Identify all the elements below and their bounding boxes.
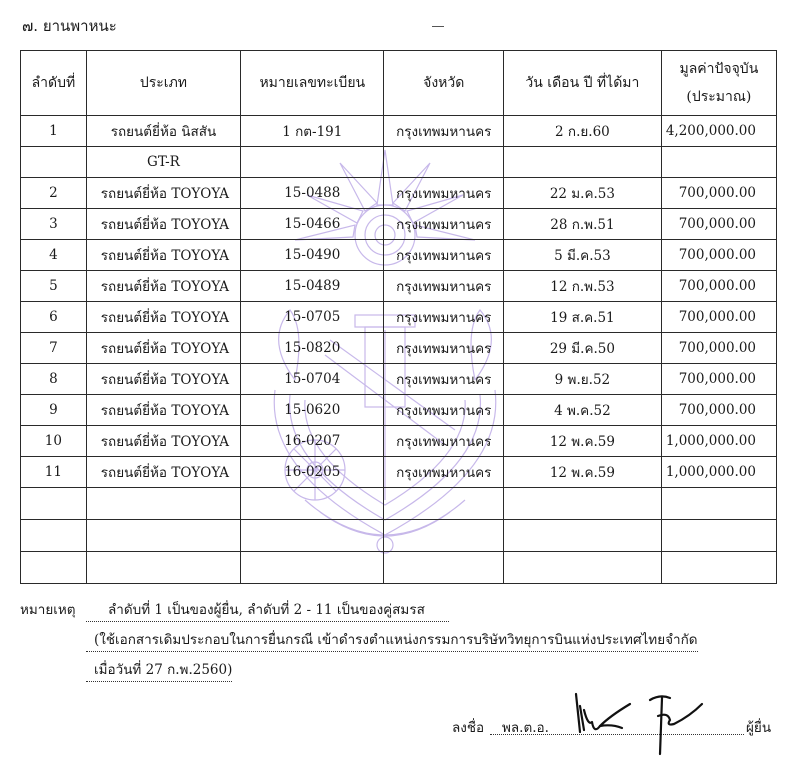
cell-type: รถยนต์ยี่ห้อ TOYOYA [86,240,240,271]
cell-date: 12 ก.พ.53 [504,271,662,302]
signer-rank: พล.ต.อ. [502,720,549,736]
cell-plate [241,147,384,178]
cell-province [384,147,504,178]
cell-plate: 15-0490 [241,240,384,271]
table-row [21,209,777,240]
cell-date: 19 ส.ค.51 [504,302,662,333]
cell-value: 700,000.00 [661,333,776,364]
cell-value: 700,000.00 [661,209,776,240]
cell-value: 700,000.00 [661,240,776,271]
remarks-line-1: ลำดับที่ 1 เป็นของผู้ยื่น, ลำดับที่ 2 - 11 เป็นของคู่สมรส [86,598,449,622]
cell-value [661,147,776,178]
cell-date: 22 ม.ค.53 [504,178,662,209]
table-row [21,426,777,457]
remarks-line-3: เมื่อวันที่ 27 ก.พ.2560) [86,658,232,682]
cell-type: รถยนต์ยี่ห้อ นิสสัน [86,116,240,147]
cell-date: 2 ก.ย.60 [504,116,662,147]
cell-date: 5 มี.ค.53 [504,240,662,271]
cell-seq [21,147,87,178]
cell-seq: 6 [21,302,87,333]
table-row [21,364,777,395]
cell-plate: 15-0489 [241,271,384,302]
cell-seq: 11 [21,457,87,488]
cell-province: กรุงเทพมหานคร [384,395,504,426]
cell-seq: 8 [21,364,87,395]
cell-plate: 15-0466 [241,209,384,240]
table-row [21,116,777,147]
cell-type: รถยนต์ยี่ห้อ TOYOYA [86,209,240,240]
cell-seq: 9 [21,395,87,426]
header-seq: ลำดับที่ [21,51,87,116]
handwritten-signature-icon [570,686,730,756]
table-row [21,240,777,271]
cell-type: รถยนต์ยี่ห้อ TOYOYA [86,271,240,302]
signature-block [452,710,782,760]
remarks-label: หมายเหตุ [20,602,76,618]
cell-type: รถยนต์ยี่ห้อ TOYOYA [86,457,240,488]
table-row [21,395,777,426]
cell-date: 4 พ.ค.52 [504,395,662,426]
header-province: จังหวัด [384,51,504,116]
cell-seq: 10 [21,426,87,457]
cell-type: รถยนต์ยี่ห้อ TOYOYA [86,178,240,209]
cell-province: กรุงเทพมหานคร [384,364,504,395]
cell-type: รถยนต์ยี่ห้อ TOYOYA [86,364,240,395]
header-plate: หมายเลขทะเบียน [241,51,384,116]
cell-type: รถยนต์ยี่ห้อ TOYOYA [86,333,240,364]
header-type: ประเภท [86,51,240,116]
cell-province: กรุงเทพมหานคร [384,271,504,302]
cell-province: กรุงเทพมหานคร [384,116,504,147]
empty-table-row [21,552,777,584]
cell-value: 700,000.00 [661,395,776,426]
table-row [21,271,777,302]
signer-role: ผู้ยื่น [746,720,772,736]
cell-date: 12 พ.ค.59 [504,426,662,457]
cell-plate: 15-0705 [241,302,384,333]
cell-value: 700,000.00 [661,178,776,209]
cell-province: กรุงเทพมหานคร [384,457,504,488]
cell-date: 12 พ.ค.59 [504,457,662,488]
cell-value: 1,000,000.00 [661,426,776,457]
header-date: วัน เดือน ปี ที่ได้มา [504,51,662,116]
cell-value: 700,000.00 [661,302,776,333]
cell-seq: 7 [21,333,87,364]
cell-plate: 16-0205 [241,457,384,488]
cell-type: รถยนต์ยี่ห้อ TOYOYA [86,395,240,426]
empty-table-row [21,520,777,552]
stray-dash-mark [432,26,444,27]
cell-seq: 1 [21,116,87,147]
cell-date [504,147,662,178]
cell-type: รถยนต์ยี่ห้อ TOYOYA [86,426,240,457]
header-value-line1: มูลค่าปัจจุบัน [679,61,759,77]
cell-seq: 5 [21,271,87,302]
table-row [21,333,777,364]
table-header-row [21,51,777,116]
header-value [661,51,776,116]
cell-plate: 1 กต-191 [241,116,384,147]
cell-province: กรุงเทพมหานคร [384,240,504,271]
remarks-line-2: (ใช้เอกสารเดิมประกอบในการยื่นกรณี เข้าดำรงตำแหน่งกรรมการบริษัทวิทยุการบินแห่งประเทศไทยจำกัด [86,628,698,652]
cell-value: 4,200,000.00 [661,116,776,147]
cell-seq: 3 [21,209,87,240]
cell-date: 9 พ.ย.52 [504,364,662,395]
vehicle-assets-table [20,50,777,584]
header-value-line2: (ประมาณ) [686,89,752,105]
cell-plate: 15-0820 [241,333,384,364]
cell-province: กรุงเทพมหานคร [384,426,504,457]
cell-value: 1,000,000.00 [661,457,776,488]
cell-province: กรุงเทพมหานคร [384,178,504,209]
cell-value: 700,000.00 [661,364,776,395]
table-row [21,147,777,178]
cell-seq: 2 [21,178,87,209]
cell-value: 700,000.00 [661,271,776,302]
cell-type: รถยนต์ยี่ห้อ TOYOYA [86,302,240,333]
cell-plate: 15-0620 [241,395,384,426]
table-row [21,457,777,488]
cell-plate: 15-0704 [241,364,384,395]
table-row [21,302,777,333]
table-row [21,178,777,209]
cell-plate: 16-0207 [241,426,384,457]
cell-date: 29 มี.ค.50 [504,333,662,364]
cell-province: กรุงเทพมหานคร [384,333,504,364]
cell-type: GT-R [86,147,240,178]
section-title: ๗. ยานพาหนะ [22,17,117,35]
cell-province: กรุงเทพมหานคร [384,209,504,240]
cell-province: กรุงเทพมหานคร [384,302,504,333]
empty-table-row [21,488,777,520]
signature-label: ลงชื่อ [452,720,485,736]
cell-date: 28 ก.พ.51 [504,209,662,240]
cell-seq: 4 [21,240,87,271]
cell-plate: 15-0488 [241,178,384,209]
